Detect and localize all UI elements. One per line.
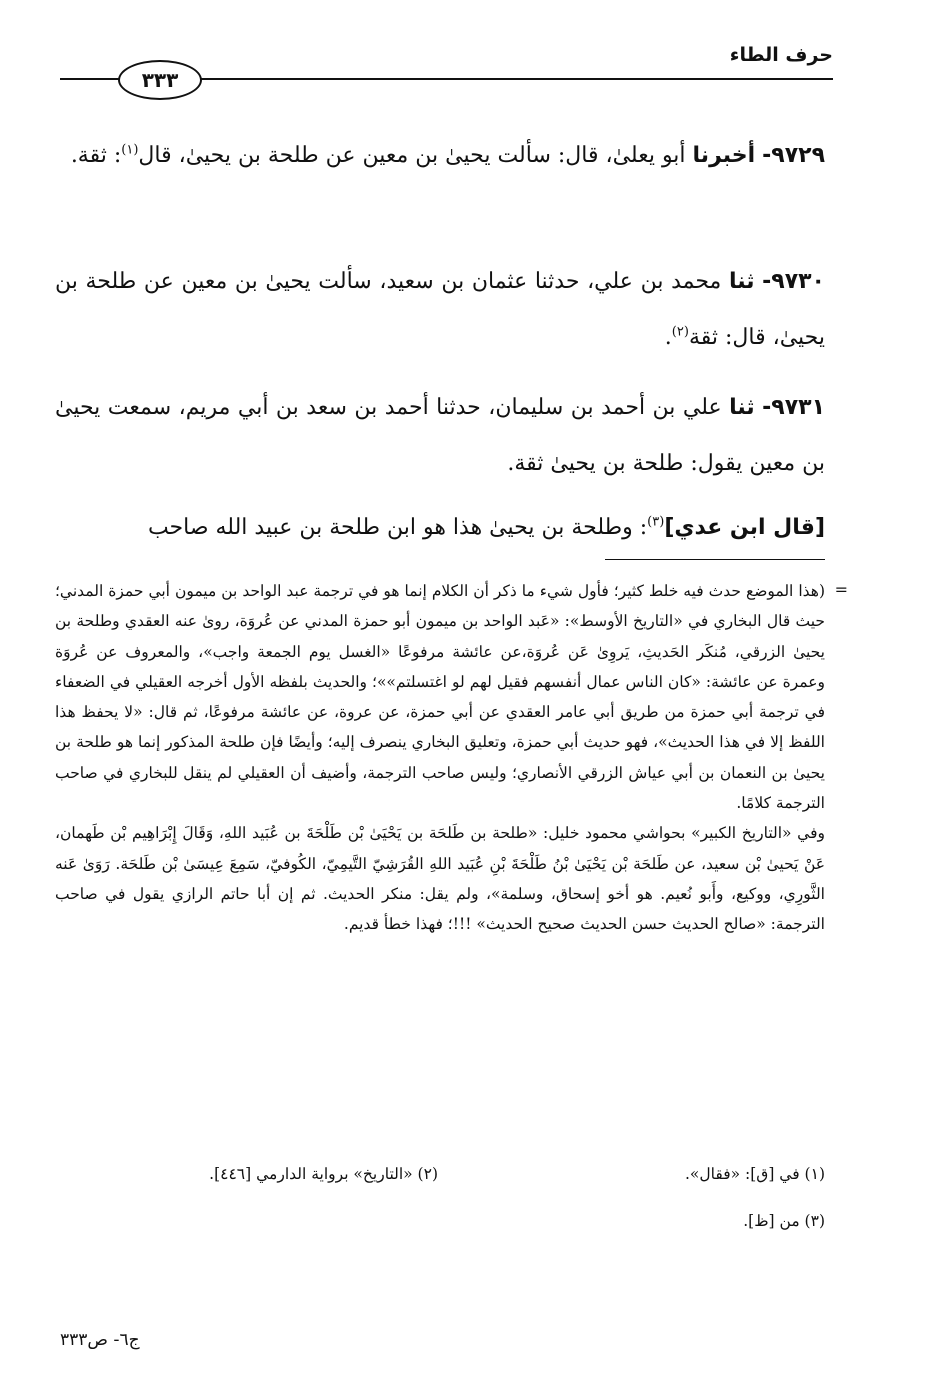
narration-number: ٩٧٣١- bbox=[762, 395, 825, 420]
chapter-title: حرف الطاء bbox=[729, 44, 833, 66]
narration-text: علي بن أحمد بن سليمان، حدثنا أحمد بن سعد بن أبي مريم، سمعت يحيىٰ بن معين يقول: طلحة بن يحيىٰ ثقة. bbox=[55, 395, 825, 476]
narration-9731 bbox=[55, 380, 825, 492]
page-number: ٣٣٣ bbox=[141, 68, 179, 92]
page-number-badge bbox=[118, 60, 202, 100]
footnote-1: (١) في [ق]: «فقال». bbox=[684, 1165, 825, 1183]
footnote-ref[interactable]: (٣) bbox=[647, 514, 665, 530]
footnote-paragraph: وفي «التاريخ الكبير» بحواشي محمود خليل: «طلحة بن طَلحَة بن يَحْيَىٰ بْن طَلْحَةَ بن عُبَيد اللهِ، وَقَالَ إِبْرَاهِيم بْن طَهمان، عَنْ يَحيىٰ بْن سعيد، عن طَلحَة بْن يَحْيَىٰ بْنُ طَلْحَةَ بْنِ عُبَيد اللهِ القُرَشِيّ التَّيمِيّ، الكُوفيّ، سَمِعَ عِيسَىٰ بْن طَلحَة. رَوَىٰ عَنه الثَّورِي، ووكيع، وأَبو نُعيم. هو أخو إسحاق، وسلمة»، ولم يقل: منكر الحديث. ثم إن أبا حاتم الرازي يقول في صاحب الترجمة: «صالح الحديث حسن الحديث صحيح الحديث» !!!؛ فهذا خطأ قديم. bbox=[55, 824, 825, 934]
narration-number: ٩٧٢٩- bbox=[762, 143, 825, 168]
narration-number: ٩٧٣٠- bbox=[762, 269, 825, 294]
continuation-mark: = bbox=[834, 580, 848, 599]
narration-9729 bbox=[55, 128, 825, 184]
narration-keyword: ثنا bbox=[728, 269, 755, 294]
narration-9730 bbox=[55, 254, 825, 366]
footnotes-block bbox=[55, 576, 825, 940]
footnote-2: (٢) «التاريخ» برواية الدارمي [٤٤٦]. bbox=[209, 1165, 438, 1183]
footnote-separator bbox=[605, 559, 825, 560]
comment-text: : وطلحة بن يحيىٰ هذا هو ابن طلحة بن عبيد الله صاحب bbox=[147, 515, 648, 540]
footnote-ref[interactable]: (٢) bbox=[671, 324, 689, 340]
narration-text-end: . bbox=[664, 325, 672, 350]
narration-text-end: : ثقة. bbox=[70, 143, 122, 168]
narration-keyword: ثنا bbox=[729, 395, 755, 420]
ibn-adi-comment bbox=[55, 500, 825, 556]
narration-keyword: أخبرنا bbox=[692, 143, 756, 168]
footnote-ref[interactable]: (١) bbox=[121, 142, 139, 158]
narration-text: محمد بن علي، حدثنا عثمان بن سعيد، سألت يحيىٰ بن معين عن طلحة بن يحيىٰ، قال: ثقة bbox=[55, 269, 825, 350]
narration-text: أبو يعلىٰ، قال: سألت يحيىٰ بن معين عن طلحة بن يحيىٰ، قال bbox=[138, 143, 686, 168]
bracketed-attribution: [قال ابن عدي] bbox=[664, 515, 825, 540]
footnote-3: (٣) من [ظ]. bbox=[743, 1212, 825, 1230]
footnote-paragraph: (هذا الموضع حدث فيه خلط كثير؛ فأول شيء ما ذكر أن الكلام إنما هو في ترجمة عبد الواحد بن ميمون أبي حمزة المدني؛ حيث قال البخاري في «التاريخ الأوسط»: «عَبد الواحد بن ميمون أبو حمزة المدني عن عُروَة، روىٰ عنه العقدي وطلحة بن يحيىٰ الزرقي، مُنكَر الحَديثِ، يَروِىٰ عَن عُروَة،عن عائشة مرفوعًا «الغسل يوم الجمعة واجب»، والمعروف عن عُروَة وعمرة عن عائشة: «كان الناس عمال أنفسهم فقيل لهم لو اغتسلتم»»؛ والحديث بلفظه الأول أخرجه العقيلي في الضعفاء في ترجمة أبي حمزة من طريق أبي عامر العقدي عن أبي حمزة، عن عروة، عن عائشة مرفوعًا، ثم قال: «لا يحفظ هذا اللفظ إلا في هذا الحديث»، فهو حديث أبي حمزة، وتعليق البخاري ينصرف إليه؛ وأيضًا فإن طلحة المذكور إنما هو طلحة بن يحيىٰ بن النعمان بن أبي عياش الزرقي الأنصاري؛ وليس صاحب الترجمة، وأضيف أن العقيلي لم ينقل للبخاري في صاحب الترجمة كلامًا. bbox=[55, 582, 825, 813]
volume-page-reference: ج٦- ص٣٣٣ bbox=[60, 1330, 140, 1350]
